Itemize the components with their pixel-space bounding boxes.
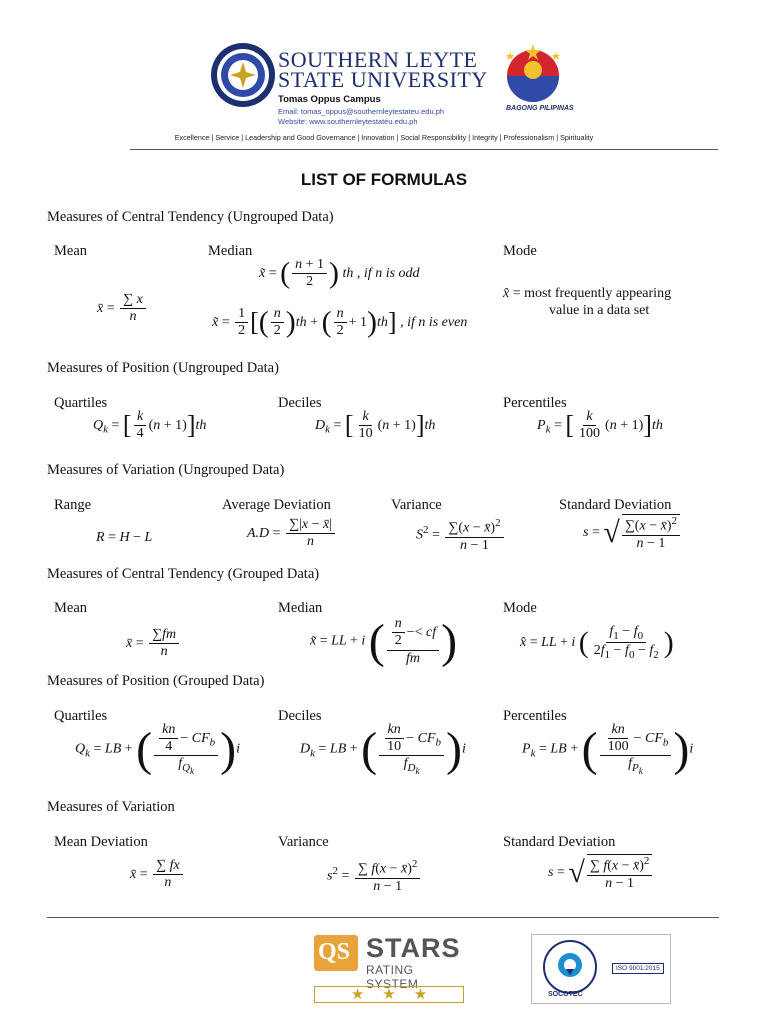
median-odd-suffix: th , if n is odd	[342, 265, 420, 281]
range-label: Range	[54, 497, 92, 513]
page-title: LIST OF FORMULAS	[300, 170, 468, 189]
formula-quartile-grouped: $Q_k$ = LB + ( $\frac{kn}{4}$ − $CF_b$ $f_{Q_k}$ )i	[75, 722, 241, 777]
median-label: Median	[278, 600, 323, 616]
section-heading: Measures of Variation (Ungrouped Data)	[47, 462, 285, 478]
socotec-seal	[542, 939, 598, 995]
campus-name: Tomas Oppus Campus	[278, 94, 381, 105]
section-heading: Measures of Variation	[47, 799, 175, 815]
socotec-iso-logo	[531, 934, 671, 1004]
star-rating	[314, 986, 464, 1003]
formula-median-odd: x̃ = ( $\frac{n + 1}{2}$ ) th , if n is odd	[259, 256, 420, 290]
formula-mean-grouped: x̄ = $\frac{\sum fm}{n}$	[126, 627, 181, 660]
stars-text: STARS	[366, 933, 461, 963]
footer-divider	[47, 917, 719, 918]
iso-label: ISO 9001:2015	[612, 963, 664, 974]
bagong-pilipinas-label: BAGONG PILIPINAS	[506, 105, 574, 112]
formula-mode-grouped: x̂ = LL + i ( $\frac{f_1 - f_0}{2f_1 - f_0 - f_2}$ )	[520, 624, 674, 662]
mode-label: Mode	[503, 600, 537, 616]
formula-variance-grouped: $s^2$ = $\frac{\sum f(x - x̄)^2}{n - 1}$	[327, 858, 422, 895]
university-name-line1: SOUTHERN LEYTE	[278, 47, 478, 72]
formula-percentile-ungrouped: $P_k$ = [ $\frac{k}{100}$ (n + 1)]th	[537, 409, 663, 442]
qs-text: QS	[318, 939, 351, 965]
qs-stars-logo	[314, 935, 464, 1003]
percentiles-label: Percentiles	[503, 395, 567, 411]
formula-percentile-grouped: $P_k$ = LB + ( $\frac{kn}{100}$ − $CF_b$ $f_{P_k}$ )i	[522, 722, 694, 777]
website-line: Website: www.southernleytestateu.edu.ph	[278, 117, 418, 126]
formula-decile-ungrouped: $D_k$ = [ $\frac{k}{10}$ (n + 1)]th	[315, 409, 436, 442]
mean-label: Mean	[54, 243, 88, 259]
mean-deviation-label: Mean Deviation	[54, 834, 148, 850]
formula-range: R = H − L	[96, 530, 153, 545]
formula-variance-ungrouped: $S^2$ = $\frac{\sum(x - x̄)^2}{n - 1}$	[416, 517, 506, 554]
email-line: Email: tomas_oppus@southernleytestateu.edu.ph	[278, 107, 445, 116]
deciles-label: Deciles	[278, 708, 322, 724]
variance-label: Variance	[278, 834, 329, 850]
median-even-suffix: , if n is even	[400, 314, 468, 330]
formula-median-grouped: x̃ = LL + i ( $\frac{n}{2}$ −< cf fm )	[310, 615, 458, 668]
mode-text-2: value in a data set	[549, 303, 650, 318]
percentiles-label: Percentiles	[503, 708, 567, 724]
bagong-pilipinas-logo	[496, 42, 570, 104]
median-label: Median	[208, 243, 253, 259]
university-name	[278, 47, 488, 92]
quartiles-label: Quartiles	[54, 708, 108, 724]
standard-deviation-label: Standard Deviation	[559, 497, 672, 513]
core-values: Excellence | Service | Leadership and Good Governance | Innovation | Social Responsibility | Integrity | Professionalism | Spirituality	[174, 133, 594, 142]
socotec-label: SOCOTEC	[548, 991, 583, 998]
deciles-label: Deciles	[278, 395, 322, 411]
formula-median-even: x̃ = $\frac{1}{2}$ [( $\frac{n}{2}$ )th + ( $\frac{n}{2}$ + 1)th] , if n is even	[212, 305, 468, 339]
formula-decile-grouped: $D_k$ = LB + ( $\frac{kn}{10}$ − $CF_b$ $f_{D_k}$ )i	[300, 722, 466, 777]
mode-text-1: = most frequently appearing	[512, 286, 672, 301]
star-icon: ★	[413, 986, 428, 1003]
formula-mean-deviation: x̄ = $\frac{\sum fx}{n}$	[130, 858, 185, 891]
variance-label: Variance	[391, 497, 442, 513]
mode-label: Mode	[503, 243, 537, 259]
star-icon: ★	[382, 986, 396, 1003]
star-icon: ★	[350, 986, 365, 1003]
standard-deviation-label: Standard Deviation	[503, 834, 616, 850]
formula-mean-ungrouped: x̄ = $\frac{\sum x}{n}$	[97, 292, 148, 325]
formula-std-dev-grouped: s = √ $\frac{\sum f(x - x̄)^2}{n - 1}$	[548, 854, 654, 892]
average-deviation-label: Average Deviation	[222, 497, 331, 513]
formula-quartile-ungrouped: $Q_k$ = [ $\frac{k}{4}$ (n + 1)]th	[93, 409, 207, 442]
formula-mode-ungrouped: x̂ = most frequently appearing value in a data set	[503, 286, 672, 318]
university-name-line2: STATE UNIVERSITY	[278, 67, 488, 92]
section-heading: Measures of Position (Ungrouped Data)	[47, 360, 279, 376]
formula-std-dev-ungrouped: s = √ $\frac{\sum(x - x̄)^2}{n - 1}$	[583, 514, 682, 552]
rating-system-text: RATING SYSTEM	[366, 963, 419, 991]
section-heading: Measures of Position (Grouped Data)	[47, 673, 265, 689]
section-heading: Measures of Central Tendency (Ungrouped Data)	[47, 209, 334, 225]
mean-label: Mean	[54, 600, 88, 616]
formula-average-deviation: A.D = $\frac{\sum|x - x̄|}{n}$	[247, 517, 337, 550]
university-seal	[210, 42, 276, 108]
quartiles-label: Quartiles	[54, 395, 108, 411]
header-divider	[130, 149, 718, 150]
section-heading: Measures of Central Tendency (Grouped Data)	[47, 566, 320, 582]
